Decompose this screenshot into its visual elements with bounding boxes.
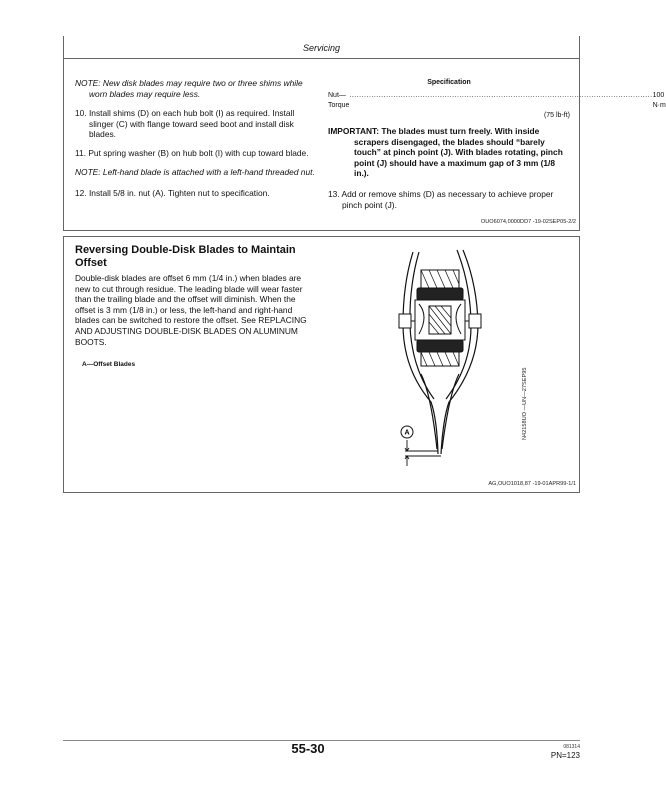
footer-pn: PN=123 [550,751,580,760]
step-13: 13. Add or remove shims (D) as necessary to achieve proper pinch point (J). [328,188,554,210]
page-number: 55-30 [291,741,325,756]
figure-legend: A—Offset Blades [82,361,136,368]
spec-title: Specification [427,79,471,86]
page-header-title: Servicing [302,43,340,53]
important-notice: IMPORTANT: The blades must turn freely. With inside scrapers disengaged, the blades should “barely touch” at pinch point (J). With blades rotating, pinch point (J) should have a maximum gap of 3 mm (1/8 in.). [328,126,563,179]
header-bottom-rule [63,58,580,59]
top-section-left-rule [63,58,64,230]
step-12: 12. Install 5/8 in. nut (A). Tighten nut to specification. [75,188,270,199]
callout-a-label: A [404,429,410,437]
callout-a [401,426,413,438]
spec-value-imperial: (75 lb-ft) [543,112,570,119]
top-right-column [328,78,666,210]
section2-left-rule [63,236,64,492]
note-new-blades: NOTE: New disk blades may require two or three shims while worn blades may require less. [75,78,303,99]
spec-row [328,91,666,111]
top-left-column [75,78,315,199]
top-section-bottom-rule [63,230,580,231]
section2-body: Double-disk blades are offset 6 mm (1/4 in.) when blades are new to cut through residue. The leading blade will wear faster than the trailing blade and the offset will diminish. When the offset is 3 mm (1/8 in.) or less, the left-hand and right-hand blades can be switched to restore the offset. See REPLACING AND ADJUSTING DOUBLE-DISK BLADES ON ALUMINUM BOOTS. [75,273,307,347]
spec-dot-leader: ............................................................................................................................ [349,92,653,99]
spec-label: Nut—Torque [328,92,350,109]
section2-heading: Reversing Double-Disk Blades to Maintain Offset [75,244,296,269]
spec-value: 100 N·m [652,92,666,109]
offset-blades-illustration [385,244,515,469]
section2-right-rule [579,236,580,492]
step-10: 10. Install shims (D) on each hub bolt (I) as required. Install slinger (C) with flange toward seed boot and install disk blades. [75,108,295,140]
section2-top-rule [63,236,580,237]
figure-id: N42158UO —UN—27SEP95 [522,367,528,440]
footer-small-code: 081314 [563,744,580,750]
section2-ref-code: AG,OUO1018,87 -19-01APR99-1/1 [488,481,576,487]
top-ref-code: OUO6074,0000DD7 -19-02SEP05-2/2 [480,219,576,225]
step-11: 11. Put spring washer (B) on hub bolt (I) with cup toward blade. [75,147,309,158]
top-section-right-rule [579,58,580,230]
note-left-hand-nut: NOTE: Left-hand blade is attached with a left-hand threaded nut. [75,166,315,177]
section2-bottom-rule [63,492,580,493]
offset-dimension [405,440,441,466]
